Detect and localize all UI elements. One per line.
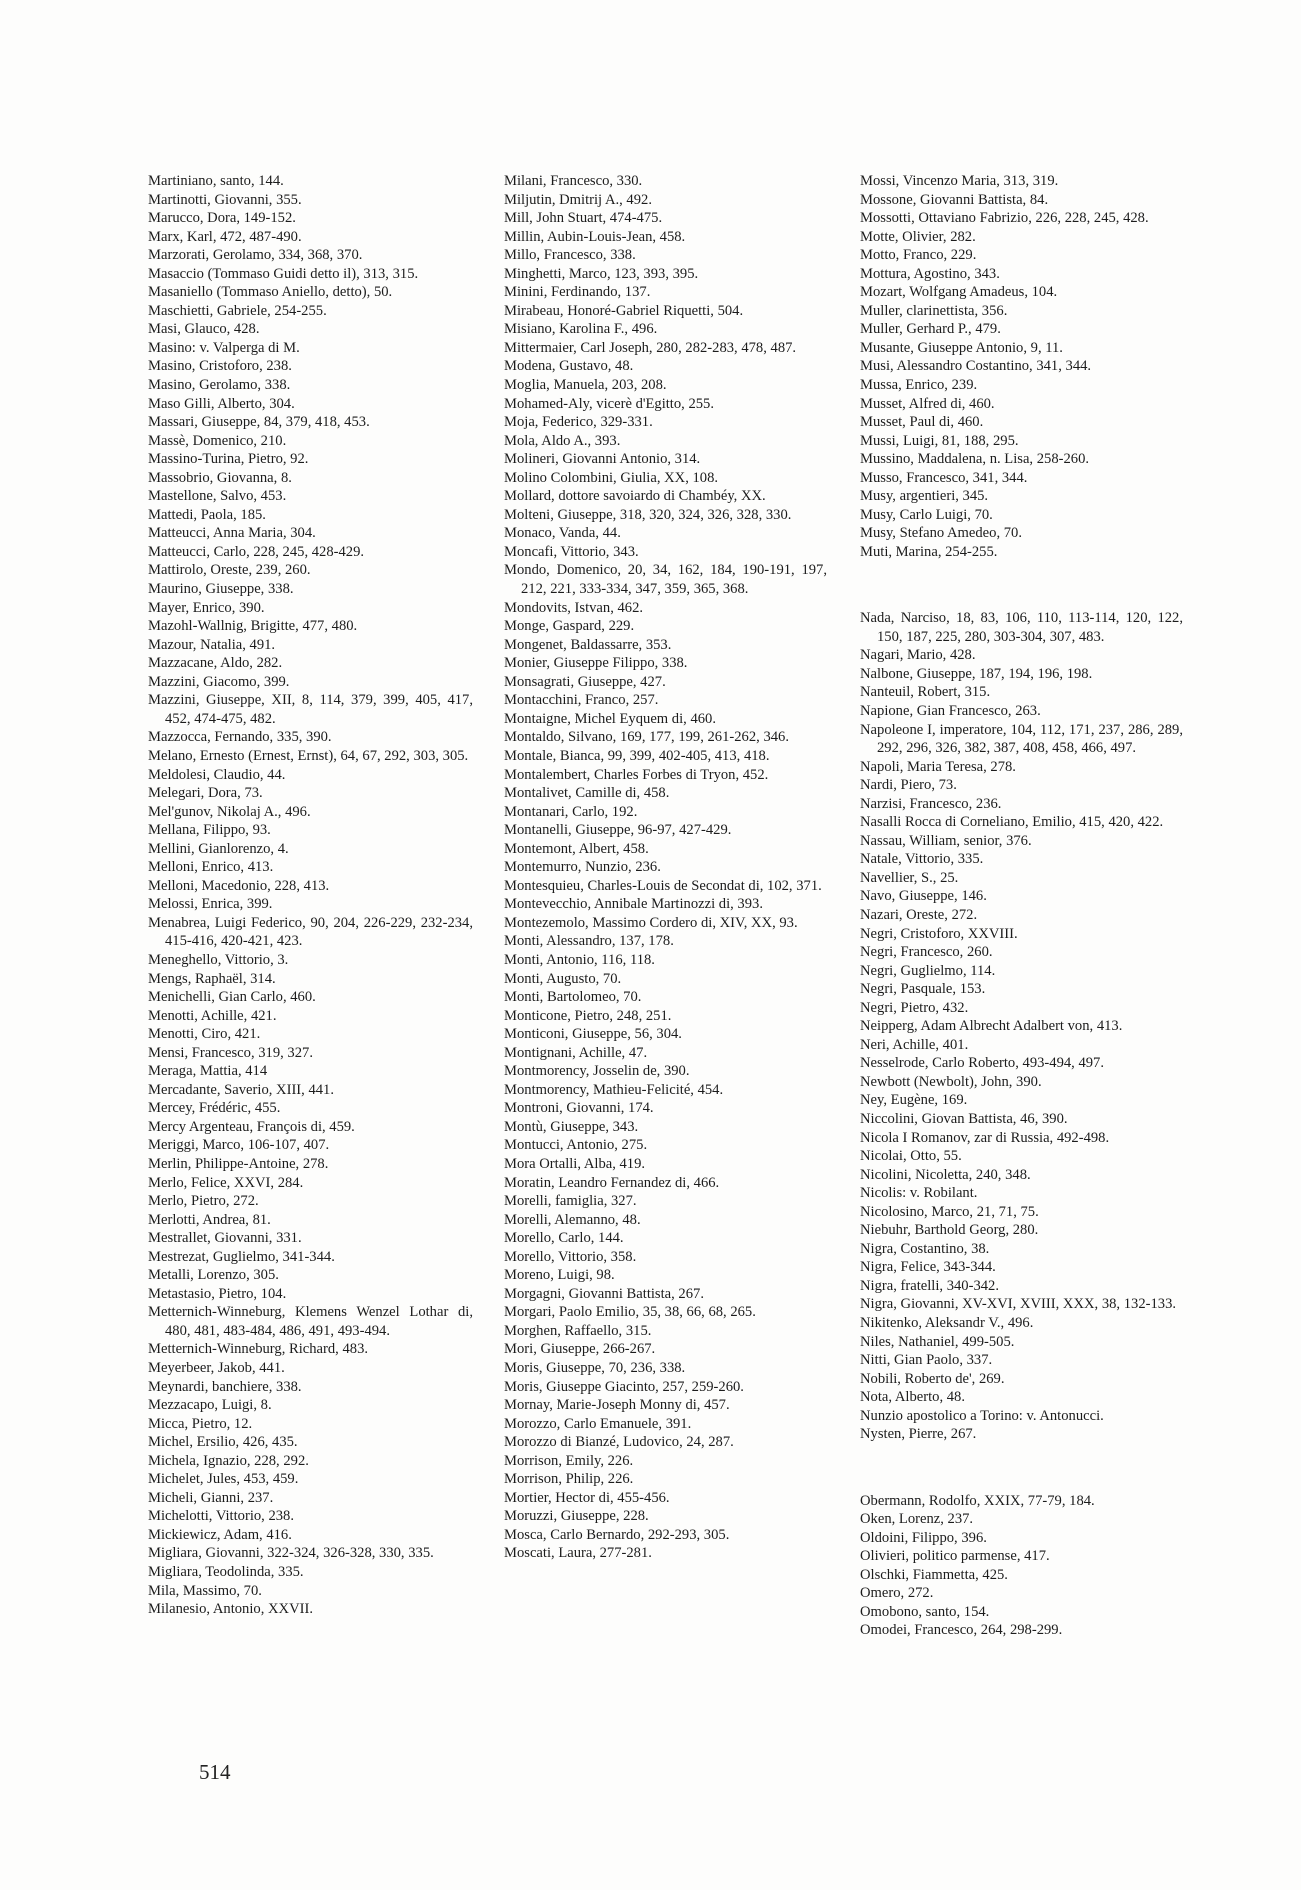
index-entry: Montroni, Giovanni, 174. — [504, 1100, 654, 1117]
index-entry: Mila, Massimo, 70. — [148, 1582, 262, 1599]
index-entry: Ney, Eugène, 169. — [860, 1092, 968, 1109]
index-entry: Narzisi, Francesco, 236. — [860, 795, 1002, 812]
index-entry: Monsagrati, Giuseppe, 427. — [504, 673, 666, 690]
index-entry: Maurino, Giuseppe, 338. — [148, 581, 294, 598]
index-entry: Negri, Francesco, 260. — [860, 944, 993, 961]
index-entry: Migliara, Teodolinda, 335. — [148, 1564, 304, 1581]
index-entry: Mola, Aldo A., 393. — [504, 432, 621, 449]
index-entry: Morghen, Raffaello, 315. — [504, 1322, 652, 1339]
index-entry: Nigra, Giovanni, XV-XVI, XVIII, XXX, 38, 132-133. — [860, 1296, 1177, 1313]
page-number: 514 — [199, 1760, 231, 1784]
index-entry: Mellini, Gianlorenzo, 4. — [148, 840, 289, 857]
index-entry: Michela, Ignazio, 228, 292. — [148, 1452, 309, 1469]
index-entry: Milani, Francesco, 330. — [504, 173, 643, 189]
index-entry: Masaniello (Tommaso Aniello, detto), 50. — [148, 284, 393, 301]
index-entry: Mora Ortalli, Alba, 419. — [504, 1155, 646, 1172]
index-entry: Mosca, Carlo Bernardo, 292-293, 305. — [504, 1526, 730, 1543]
index-entry: Mill, John Stuart, 474-475. — [504, 210, 663, 227]
index-entry: Mengs, Raphaël, 314. — [148, 970, 276, 987]
index-entry: Obermann, Rodolfo, XXIX, 77-79, 184. — [860, 1492, 1095, 1509]
index-entry: Montacchini, Franco, 257. — [504, 692, 659, 709]
index-entry: Motte, Olivier, 282. — [860, 228, 976, 245]
index-entry: Modena, Gustavo, 48. — [504, 358, 634, 375]
index-entry: Monti, Augusto, 70. — [504, 970, 622, 987]
index-entry: Napoli, Maria Teresa, 278. — [860, 758, 1016, 775]
index-entry: Neipperg, Adam Albrecht Adalbert von, 413. — [860, 1018, 1123, 1035]
letter-group-gap — [860, 1458, 1183, 1477]
index-entry: Meyerbeer, Jakob, 441. — [148, 1360, 285, 1376]
index-column-3 — [860, 172, 1183, 1640]
index-entry: Matteucci, Carlo, 228, 245, 428-429. — [148, 543, 365, 560]
index-entry: Mottura, Agostino, 343. — [860, 265, 1000, 282]
index-entry: Mel'gunov, Nikolaj A., 496. — [148, 803, 311, 820]
index-entry: Metalli, Lorenzo, 305. — [148, 1267, 279, 1284]
index-entry: Montalivet, Camille di, 458. — [504, 785, 670, 802]
index-entry: Mittermaier, Carl Joseph, 280, 282-283, 478, 487. — [504, 339, 797, 356]
index-entry: Neri, Achille, 401. — [860, 1036, 969, 1053]
index-entry: Massino-Turina, Pietro, 92. — [148, 451, 309, 468]
index-entry: Nada, Narciso, 18, 83, 106, 110, 113-114, 120, 122, 150, 187, 225, 280, 303-304, 307, 483. — [860, 610, 1183, 645]
index-entry: Montaldo, Silvano, 169, 177, 199, 261-262, 346. — [504, 729, 789, 746]
index-entry: Mondovits, Istvan, 462. — [504, 599, 644, 616]
index-entry: Marx, Karl, 472, 487-490. — [148, 228, 302, 245]
index-entry: Molineri, Giovanni Antonio, 314. — [504, 451, 701, 468]
index-entry: Metastasio, Pietro, 104. — [148, 1285, 287, 1302]
index-entry: Molteni, Giuseppe, 318, 320, 324, 326, 328, 330. — [504, 506, 792, 523]
index-entry: Nasalli Rocca di Corneliano, Emilio, 415, 420, 422. — [860, 814, 1164, 831]
index-entry: Musy, argentieri, 345. — [860, 488, 989, 505]
index-entry: Morozzo di Bianzé, Ludovico, 24, 287. — [504, 1434, 734, 1451]
index-entry: Olivieri, politico parmense, 417. — [860, 1548, 1050, 1565]
index-column-2 — [504, 172, 827, 1563]
index-entry: Mercey, Frédéric, 455. — [148, 1100, 281, 1117]
index-entry: Montanelli, Giuseppe, 96-97, 427-429. — [504, 822, 732, 839]
index-entry: Menabrea, Luigi Federico, 90, 204, 226-229, 232-234, 415-416, 420-421, 423. — [148, 914, 473, 950]
index-entry: Montalembert, Charles Forbes di Tryon, 452. — [504, 766, 769, 783]
index-entry: Masino, Gerolamo, 338. — [148, 377, 291, 394]
index-entry: Montezemolo, Massimo Cordero di, XIV, XX, 93. — [504, 914, 798, 931]
index-entry: Negri, Pasquale, 153. — [860, 981, 986, 998]
index-entry: Moreno, Luigi, 98. — [504, 1267, 615, 1284]
index-entry: Merlo, Felice, XXVI, 284. — [148, 1174, 304, 1191]
index-entry: Nobili, Roberto de', 269. — [860, 1370, 1005, 1387]
index-entry: Michelotti, Vittorio, 238. — [148, 1508, 295, 1525]
index-entry: Mazzacane, Aldo, 282. — [148, 655, 283, 672]
index-entry: Mossi, Vincenzo Maria, 313, 319. — [860, 173, 1059, 189]
index-entry: Omero, 272. — [860, 1585, 934, 1602]
index-entry: Nazari, Oreste, 272. — [860, 906, 978, 923]
index-entry: Masaccio (Tommaso Guidi detto il), 313, 315. — [148, 265, 419, 282]
index-entry: Nigra, Costantino, 38. — [860, 1240, 990, 1257]
index-entry: Montevecchio, Annibale Martinozzi di, 393. — [504, 896, 763, 913]
index-entry: Maso Gilli, Alberto, 304. — [148, 395, 295, 412]
index-entry: Musy, Carlo Luigi, 70. — [860, 506, 993, 523]
index-entry: Mazohl-Wallnig, Brigitte, 477, 480. — [148, 618, 358, 635]
index-entry: Mongenet, Baldassarre, 353. — [504, 636, 672, 653]
index-entry: Moja, Federico, 329-331. — [504, 414, 653, 431]
index-entry: Negri, Pietro, 432. — [860, 999, 969, 1016]
index-entry: Monticoni, Giuseppe, 56, 304. — [504, 1026, 682, 1043]
index-entry: Natale, Vittorio, 335. — [860, 851, 984, 868]
index-entry: Motto, Franco, 229. — [860, 247, 977, 264]
letter-group-gap — [860, 576, 1183, 595]
index-entry: Mirabeau, Honoré-Gabriel Riquetti, 504. — [504, 302, 744, 319]
index-entry: Nicolosino, Marco, 21, 71, 75. — [860, 1203, 1039, 1220]
index-entry: Moris, Giuseppe Giacinto, 257, 259-260. — [504, 1378, 744, 1395]
index-entry: Meriggi, Marco, 106-107, 407. — [148, 1137, 330, 1154]
index-entry: Merlin, Philippe-Antoine, 278. — [148, 1155, 329, 1172]
index-entry: Migliara, Giovanni, 322-324, 326-328, 330, 335. — [148, 1545, 434, 1562]
index-entry: Miljutin, Dmitrij A., 492. — [504, 191, 652, 208]
index-entry: Meynardi, banchiere, 338. — [148, 1378, 302, 1395]
index-entry: Mickiewicz, Adam, 416. — [148, 1526, 292, 1543]
index-entry: Morrison, Emily, 226. — [504, 1452, 634, 1469]
index-entry: Mayer, Enrico, 390. — [148, 599, 265, 616]
index-entry: Mussa, Enrico, 239. — [860, 377, 978, 394]
index-entry: Muti, Marina, 254-255. — [860, 543, 998, 560]
index-entry: Morgagni, Giovanni Battista, 267. — [504, 1285, 704, 1302]
index-entry: Morgari, Paolo Emilio, 35, 38, 66, 68, 265. — [504, 1304, 756, 1321]
index-entry: Maschietti, Gabriele, 254-255. — [148, 302, 327, 319]
index-entry: Mossone, Giovanni Battista, 84. — [860, 191, 1049, 208]
index-entry: Musset, Paul di, 460. — [860, 414, 984, 431]
index-entry: Marzorati, Gerolamo, 334, 368, 370. — [148, 247, 363, 264]
index-entry: Nagari, Mario, 428. — [860, 647, 976, 664]
index-entry: Moglia, Manuela, 203, 208. — [504, 377, 667, 394]
index-entry: Napione, Gian Francesco, 263. — [860, 702, 1041, 719]
index-entry: Michel, Ersilio, 426, 435. — [148, 1434, 298, 1451]
index-entry: Massobrio, Giovanna, 8. — [148, 469, 292, 486]
index-entry: Martinotti, Giovanni, 355. — [148, 191, 302, 208]
index-entry: Milanesio, Antonio, XXVII. — [148, 1601, 313, 1618]
index-entry: Mollard, dottore savoiardo di Chambéy, XX. — [504, 488, 766, 505]
index-entry: Oldoini, Filippo, 396. — [860, 1529, 987, 1546]
index-entry: Melano, Ernesto (Ernest, Ernst), 64, 67, 292, 303, 305. — [148, 747, 469, 764]
index-entry: Muller, Gerhard P., 479. — [860, 321, 1001, 338]
index-entry: Nicolis: v. Robilant. — [860, 1185, 978, 1202]
index-entry: Monticone, Pietro, 248, 251. — [504, 1007, 672, 1024]
index-entry: Mohamed-Aly, vicerè d'Egitto, 255. — [504, 395, 714, 412]
index-entry: Micca, Pietro, 12. — [148, 1415, 253, 1432]
index-entry: Mazzini, Giacomo, 399. — [148, 673, 290, 690]
index-entry: Mozart, Wolfgang Amadeus, 104. — [860, 284, 1058, 301]
index-entry: Montemurro, Nunzio, 236. — [504, 859, 661, 876]
index-entry: Massari, Giuseppe, 84, 379, 418, 453. — [148, 414, 370, 431]
index-entry: Omodei, Francesco, 264, 298-299. — [860, 1622, 1063, 1639]
index-entry: Melossi, Enrica, 399. — [148, 896, 273, 913]
index-entry: Mussino, Maddalena, n. Lisa, 258-260. — [860, 451, 1090, 468]
index-entry: Nota, Alberto, 48. — [860, 1389, 965, 1406]
index-entry: Millin, Aubin-Louis-Jean, 458. — [504, 228, 686, 245]
index-entry: Morelli, Alemanno, 48. — [504, 1211, 641, 1228]
index-entry: Montale, Bianca, 99, 399, 402-405, 413, 418. — [504, 747, 770, 764]
index-entry: Matteucci, Anna Maria, 304. — [148, 525, 316, 542]
index-entry: Navo, Giuseppe, 146. — [860, 888, 987, 905]
index-entry: Melloni, Macedonio, 228, 413. — [148, 877, 330, 894]
index-entry: Monti, Antonio, 116, 118. — [504, 951, 655, 968]
index-entry: Michelet, Jules, 453, 459. — [148, 1471, 299, 1488]
index-entry: Monaco, Vanda, 44. — [504, 525, 621, 542]
index-entry: Nalbone, Giuseppe, 187, 194, 196, 198. — [860, 665, 1093, 682]
index-entry: Mossotti, Ottaviano Fabrizio, 226, 228, 245, 428. — [860, 210, 1149, 227]
index-entry: Monti, Alessandro, 137, 178. — [504, 933, 674, 950]
index-entry: Negri, Guglielmo, 114. — [860, 962, 996, 979]
index-entry: Nesselrode, Carlo Roberto, 493-494, 497. — [860, 1055, 1104, 1072]
index-entry: Mazour, Natalia, 491. — [148, 636, 276, 653]
index-entry: Morrison, Philip, 226. — [504, 1471, 634, 1488]
index-entry: Morozzo, Carlo Emanuele, 391. — [504, 1415, 692, 1432]
index-entry: Musso, Francesco, 341, 344. — [860, 469, 1028, 486]
index-entry: Monge, Gaspard, 229. — [504, 618, 635, 635]
index-entry: Oken, Lorenz, 237. — [860, 1511, 974, 1528]
index-entry: Nicolai, Otto, 55. — [860, 1148, 962, 1165]
index-entry: Montucci, Antonio, 275. — [504, 1137, 648, 1154]
index-entry: Nicola I Romanov, zar di Russia, 492-498. — [860, 1129, 1110, 1146]
index-entry: Muller, clarinettista, 356. — [860, 302, 1008, 319]
index-entry: Millo, Francesco, 338. — [504, 247, 636, 264]
index-entry: Nysten, Pierre, 267. — [860, 1426, 977, 1443]
index-entry: Montmorency, Mathieu-Felicité, 454. — [504, 1081, 724, 1098]
index-entry: Meneghello, Vittorio, 3. — [148, 951, 289, 968]
index-entry: Morello, Vittorio, 358. — [504, 1248, 637, 1265]
index-entry: Niebuhr, Barthold Georg, 280. — [860, 1222, 1039, 1239]
index-entry: Minghetti, Marco, 123, 393, 395. — [504, 265, 699, 282]
index-entry: Olschki, Fiammetta, 425. — [860, 1566, 1008, 1583]
index-entry: Mondo, Domenico, 20, 34, 162, 184, 190-191, 197, 212, 221, 333-334, 347, 359, 365, 368. — [504, 562, 827, 598]
index-entry: Molino Colombini, Giulia, XX, 108. — [504, 469, 719, 486]
index-entry: Mercy Argenteau, François di, 459. — [148, 1118, 355, 1135]
index-entry: Montignani, Achille, 47. — [504, 1044, 648, 1061]
index-entry: Mellana, Filippo, 93. — [148, 822, 271, 839]
index-entry: Monier, Giuseppe Filippo, 338. — [504, 655, 688, 672]
index-entry: Melloni, Enrico, 413. — [148, 859, 274, 876]
index-entry: Nikitenko, Aleksandr V., 496. — [860, 1315, 1034, 1331]
index-entry: Masi, Glauco, 428. — [148, 321, 260, 338]
index-entry: Mensi, Francesco, 319, 327. — [148, 1044, 313, 1061]
index-entry: Mezzacapo, Luigi, 8. — [148, 1397, 272, 1414]
index-entry: Nicolini, Nicoletta, 240, 348. — [860, 1166, 1031, 1183]
index-entry: Newbott (Newbolt), John, 390. — [860, 1073, 1042, 1090]
index-entry: Nigra, fratelli, 340-342. — [860, 1277, 1000, 1294]
index-entry: Menotti, Achille, 421. — [148, 1007, 277, 1024]
index-entry: Musante, Giuseppe Antonio, 9, 11. — [860, 339, 1063, 356]
index-entry: Masino: v. Valperga di M. — [148, 339, 300, 356]
index-entry: Masino, Cristoforo, 238. — [148, 358, 292, 375]
index-entry: Menotti, Ciro, 421. — [148, 1026, 261, 1043]
index-entry: Niles, Nathaniel, 499-505. — [860, 1333, 1015, 1350]
index-entry: Nigra, Felice, 343-344. — [860, 1259, 996, 1276]
index-entry: Marucco, Dora, 149-152. — [148, 210, 296, 227]
index-entry: Musi, Alessandro Costantino, 341, 344. — [860, 358, 1092, 375]
index-entry: Mattirolo, Oreste, 239, 260. — [148, 562, 311, 579]
index-entry: Menichelli, Gian Carlo, 460. — [148, 989, 316, 1006]
index-entry: Mori, Giuseppe, 266-267. — [504, 1341, 656, 1358]
index-entry: Musset, Alfred di, 460. — [860, 395, 995, 412]
index-entry: Mortier, Hector di, 455-456. — [504, 1489, 670, 1506]
index-entry: Minini, Ferdinando, 137. — [504, 284, 651, 301]
index-entry: Moris, Giuseppe, 70, 236, 338. — [504, 1360, 686, 1376]
index-entry: Monti, Bartolomeo, 70. — [504, 989, 642, 1006]
index-entry: Melegari, Dora, 73. — [148, 785, 263, 802]
index-entry: Moscati, Laura, 277-281. — [504, 1545, 652, 1562]
index-entry: Mastellone, Salvo, 453. — [148, 488, 287, 505]
index-entry: Moruzzi, Giuseppe, 228. — [504, 1508, 649, 1525]
index-entry: Montesquieu, Charles-Louis de Secondat di, 102, 371. — [504, 877, 822, 894]
index-entry: Nanteuil, Robert, 315. — [860, 684, 991, 701]
index-entry: Montanari, Carlo, 192. — [504, 803, 638, 820]
index-entry: Napoleone I, imperatore, 104, 112, 171, 237, 286, 289, 292, 296, 326, 382, 387, 408, 458, 466, 497. — [860, 721, 1183, 757]
index-entry: Merlo, Pietro, 272. — [148, 1193, 259, 1210]
index-entry: Metternich-Winneburg, Richard, 483. — [148, 1341, 369, 1358]
index-entry: Montmorency, Josselin de, 390. — [504, 1063, 690, 1080]
index-entry: Niccolini, Giovan Battista, 46, 390. — [860, 1110, 1068, 1127]
index-entry: Mestrallet, Giovanni, 331. — [148, 1230, 302, 1247]
index-entry: Mazzini, Giuseppe, XII, 8, 114, 379, 399, 405, 417, 452, 474-475, 482. — [148, 692, 473, 727]
index-entry: Metternich-Winneburg, Klemens Wenzel Lothar di, 480, 481, 483-484, 486, 491, 493-494. — [148, 1304, 473, 1339]
index-entry: Micheli, Gianni, 237. — [148, 1489, 274, 1506]
index-entry: Martiniano, santo, 144. — [148, 173, 284, 189]
index-entry: Montemont, Albert, 458. — [504, 840, 649, 857]
index-entry: Morelli, famiglia, 327. — [504, 1193, 637, 1210]
index-entry: Navellier, S., 25. — [860, 869, 959, 886]
index-entry: Massè, Domenico, 210. — [148, 432, 287, 449]
index-entry: Mazzocca, Fernando, 335, 390. — [148, 729, 332, 746]
index-entry: Nardi, Piero, 73. — [860, 777, 957, 794]
index-entry: Moncafi, Vittorio, 343. — [504, 543, 639, 560]
index-entry: Montaigne, Michel Eyquem di, 460. — [504, 710, 716, 727]
index-entry: Musy, Stefano Amedeo, 70. — [860, 525, 1022, 542]
index-entry: Meraga, Mattia, 414 — [148, 1063, 268, 1080]
index-entry: Nitti, Gian Paolo, 337. — [860, 1352, 993, 1369]
index-entry: Mornay, Marie-Joseph Monny di, 457. — [504, 1397, 730, 1414]
index-entry: Montù, Giuseppe, 343. — [504, 1118, 639, 1135]
index-entry: Merlotti, Andrea, 81. — [148, 1211, 271, 1228]
index-entry: Nunzio apostolico a Torino: v. Antonucci. — [860, 1407, 1104, 1424]
index-entry: Negri, Cristoforo, XXVIII. — [860, 925, 1018, 942]
index-entry: Mattedi, Paola, 185. — [148, 506, 266, 523]
index-entry: Mercadante, Saverio, XIII, 441. — [148, 1081, 334, 1098]
index-entry: Morello, Carlo, 144. — [504, 1230, 624, 1247]
index-entry: Meldolesi, Claudio, 44. — [148, 766, 286, 783]
index-entry: Omobono, santo, 154. — [860, 1603, 990, 1620]
index-entry: Nassau, William, senior, 376. — [860, 832, 1032, 849]
index-column-1 — [148, 172, 473, 1619]
index-entry: Mestrezat, Guglielmo, 341-344. — [148, 1248, 335, 1265]
index-entry: Moratin, Leandro Fernandez di, 466. — [504, 1174, 720, 1191]
index-entry: Mussi, Luigi, 81, 188, 295. — [860, 432, 1019, 449]
index-entry: Misiano, Karolina F., 496. — [504, 321, 658, 338]
